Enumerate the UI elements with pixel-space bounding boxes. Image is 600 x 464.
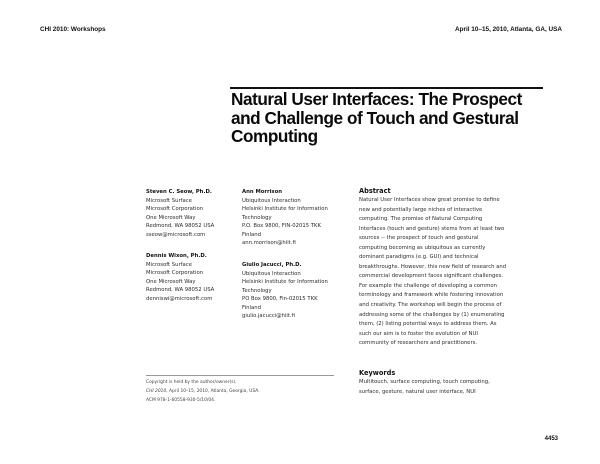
abstract-body <box>359 196 559 349</box>
abstract-line: community of researchers and practitioners. <box>359 340 478 347</box>
author-affiliation: Microsoft Corporation <box>146 206 204 213</box>
author-name: Steven C. Seow, Ph.D. <box>146 189 212 195</box>
page-number: 4453 <box>544 436 558 442</box>
abstract-section <box>359 187 559 349</box>
keywords-line: surface, gesture, natural user interface, NUI <box>359 388 476 395</box>
keywords-line: Multitouch, surface computing, touch computing, <box>359 379 490 385</box>
author-affiliation: Helsinki Institute for Information <box>242 279 328 286</box>
abstract-line: breakthroughs. However, this new field of research and <box>359 263 507 270</box>
author-affiliation: Microsoft Surface <box>146 197 192 204</box>
author-name: Dennis Wixon, Ph.D. <box>146 253 207 259</box>
author-address: PO Box 9800, Fin-02015 TKK <box>242 296 318 303</box>
author-block <box>146 252 214 303</box>
abstract-line: them, (2) listing potential ways to address them. As <box>359 321 497 328</box>
author-address: Redmond, WA 98052 USA <box>146 223 215 230</box>
running-header-venue: CHI 2010: Workshops <box>40 26 106 33</box>
author-email: denniswi@microsoft.com <box>146 295 213 302</box>
author-email: sseow@microsoft.com <box>146 231 206 238</box>
abstract-line: terminology and framework while fostering innovation <box>359 292 504 299</box>
author-email: giulio.jacucci@hiit.fi <box>242 313 295 320</box>
author-affiliation: Ubiquitous Interaction <box>242 197 301 204</box>
abstract-line: new and potentially large niches of interactive <box>359 206 483 213</box>
abstract-line: addressing some of the challenges by (1) enumerating <box>359 311 505 318</box>
author-affiliation: Microsoft Surface <box>146 261 192 268</box>
copyright-line: Copyright is held by the author/owner(s). <box>146 380 237 385</box>
author-affiliation: Microsoft Corporation <box>146 270 204 277</box>
author-affiliation: Ubiquitous Interaction <box>242 270 301 277</box>
keywords-section <box>359 369 559 397</box>
author-address: Finland <box>242 304 261 311</box>
keywords-body <box>359 378 559 397</box>
author-affiliation: Helsinki Institute for Information <box>242 206 328 213</box>
venue-name: CHI 2010 <box>146 389 167 395</box>
paper-title: Natural User Interfaces: The Prospect and Challenge of Touch and Gestural Computing <box>231 89 522 147</box>
copyright-venue-line <box>146 387 260 396</box>
abstract-line: computing becoming as ubiquitous as currently <box>359 244 486 251</box>
abstract-line: sources -- the prospect of touch and gestural <box>359 235 479 242</box>
abstract-heading: Abstract <box>359 187 391 195</box>
author-block <box>242 188 328 248</box>
copyright-notice <box>146 378 260 406</box>
author-name: Ann Morrison <box>242 189 282 195</box>
abstract-line: computing. The promise of Natural Computing <box>359 216 483 223</box>
abstract-line: dominant paradigms (e.g. GUI) and technical <box>359 254 479 261</box>
author-name: Giulio Jacucci, Ph.D. <box>242 262 302 268</box>
author-address: P.O. Box 9800, FIN-02015 TKK <box>242 223 321 230</box>
author-affiliation: Technology <box>242 287 272 294</box>
abstract-line: For example the challenge of developing a common <box>359 282 497 289</box>
keywords-heading: Keywords <box>359 369 396 377</box>
author-affiliation: Technology <box>242 214 272 221</box>
abstract-line: such our aim is to foster the evolution of NUI <box>359 330 478 337</box>
running-header-date: April 10–15, 2010, Atlanta, GA, USA <box>454 26 562 33</box>
author-block <box>146 188 214 239</box>
author-email: ann.morrison@hiit.fi <box>242 240 296 247</box>
abstract-line: and creativity. The workshop will begin the process of <box>359 302 502 309</box>
author-address: One Microsoft Way <box>146 214 196 221</box>
copyright-rule <box>146 375 334 376</box>
author-address: One Microsoft Way <box>146 278 196 285</box>
acm-isbn: ACM 978-1-60558-930-5/10/04. <box>146 398 216 404</box>
abstract-line: commercial development faces significant challenges. <box>359 273 504 280</box>
author-address: Finland <box>242 231 261 238</box>
venue-details: , April 10–15, 2010, Atlanta, Georgia, USA. <box>166 389 260 395</box>
abstract-line: Natural User Interfaces show great promise to define <box>359 197 500 203</box>
author-block <box>242 261 328 321</box>
abstract-line: Interfaces (touch and gesture) stems from at least two <box>359 225 505 232</box>
author-address: Redmond, WA 98052 USA <box>146 287 215 294</box>
